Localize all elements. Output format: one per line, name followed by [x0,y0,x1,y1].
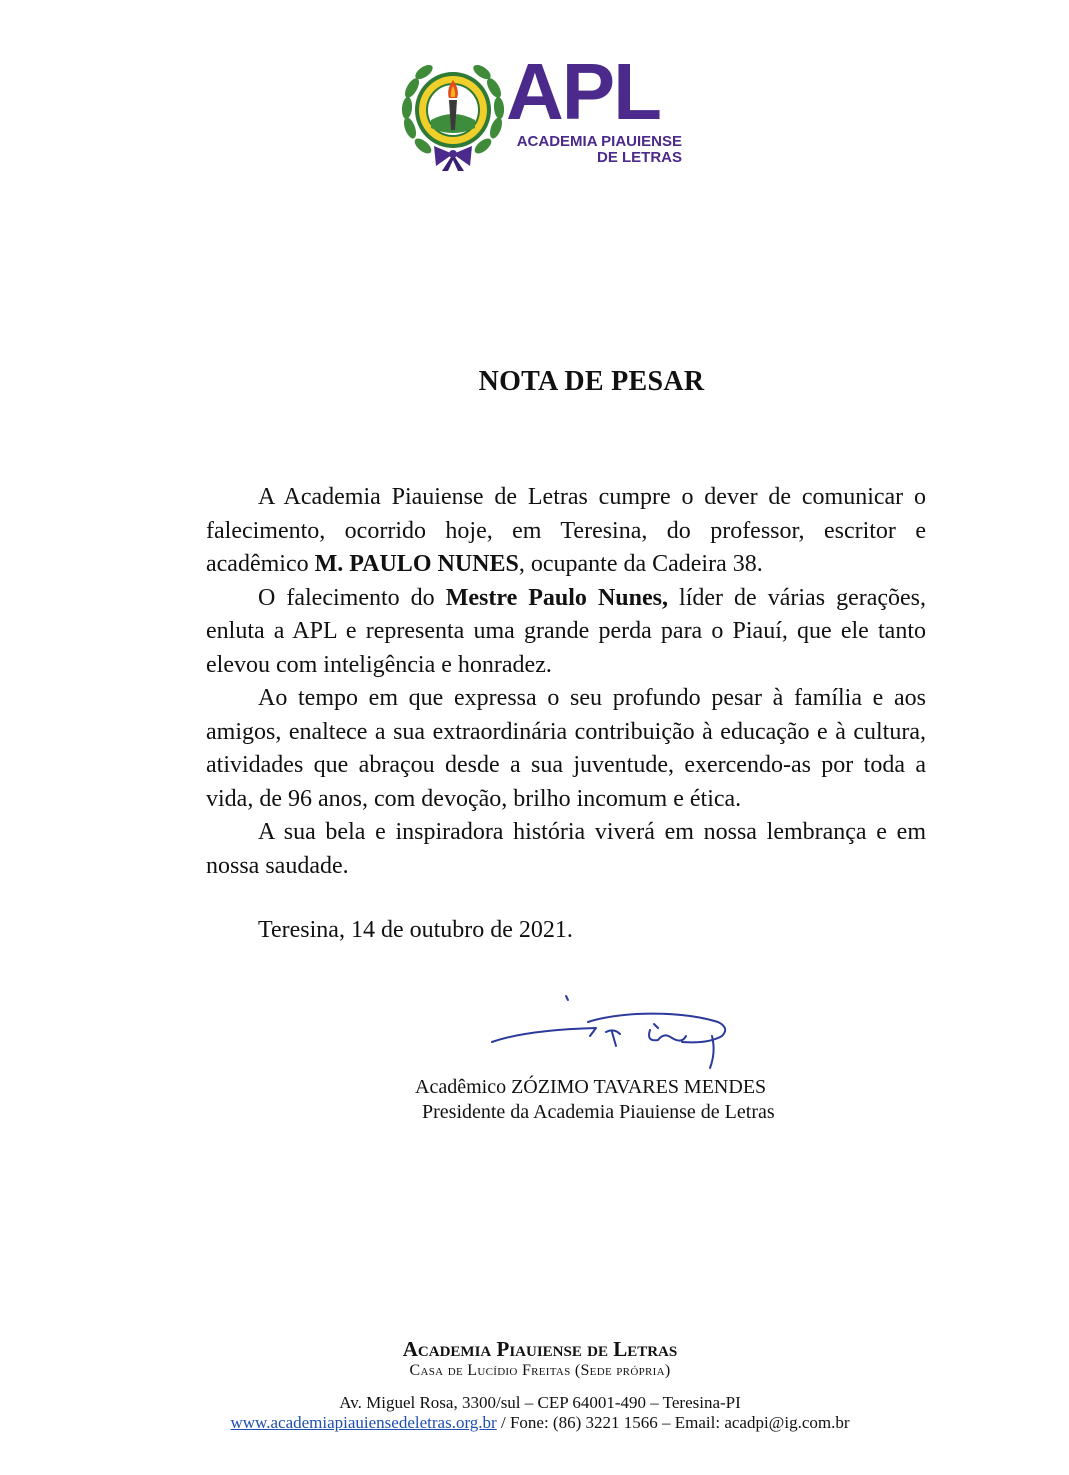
paragraph: Ao tempo em que expressa o seu profundo pesar à família e aos amigos, enaltece a sua extraordinária contribuição à educação e à cultura, atividades que abraçou desde a sua juventude, exercendo-as por toda a vida, de 96 anos, com devoção, brilho incomum e ética. [206,685,926,812]
apl-logo [398,47,688,173]
date-line: Teresina, 14 de outubro de 2021. [258,917,573,943]
paragraph [206,582,926,683]
paragraph-text: , ocupante da Cadeira 38. [518,551,763,577]
logo-name-line1: ACADEMIA PIAUIENSE [516,133,682,150]
signatory-role: Presidente da Academia Piauiense de Letras [422,1101,775,1123]
signatory-name: Acadêmico ZÓZIMO TAVARES MENDES [415,1076,767,1098]
footer-org-name: Academia Piauiense de Letras [402,1337,678,1361]
document-body [206,481,926,883]
document-title: NOTA DE PESAR [478,366,705,397]
honoree-name: M. PAULO NUNES [314,551,519,577]
footer-address: Av. Miguel Rosa, 3300/sul – CEP 64001-490 – Teresina-PI [339,1393,741,1412]
paragraph: A sua bela e inspiradora história viverá em nossa lembrança e em nossa saudade. [206,819,926,879]
paragraph-text: A Academia Piauiense de Letras cumpre o dever de comunicar o falecimento, ocorrido hoje, em Teresina, do professor, escritor e acadêmico [206,484,926,577]
handwritten-signature [486,992,746,1072]
paragraph [206,481,926,582]
honoree-title: Mestre Paulo Nunes, [445,584,668,611]
footer-subtitle: Casa de Lucídio Freitas (Sede própria) [409,1362,671,1379]
logo-name [506,134,682,166]
torch-seal-icon [398,58,508,173]
footer-contact: / Fone: (86) 3221 1566 – Email: acadpi@ig.com.br [496,1413,850,1432]
logo-acronym: APL [506,47,660,136]
website-link[interactable]: www.academiapiauiensedeletras.org.br [230,1413,497,1432]
paragraph-text: O falecimento do [258,584,446,611]
logo-name-line2: DE LETRAS [596,149,682,166]
footer-contact-line [0,1413,1069,1433]
paragraph-text: líder de várias gerações, enluta a APL e representa uma grande perda para o Piauí, que ele tanto elevou com inteligência e honradez. [206,584,927,678]
